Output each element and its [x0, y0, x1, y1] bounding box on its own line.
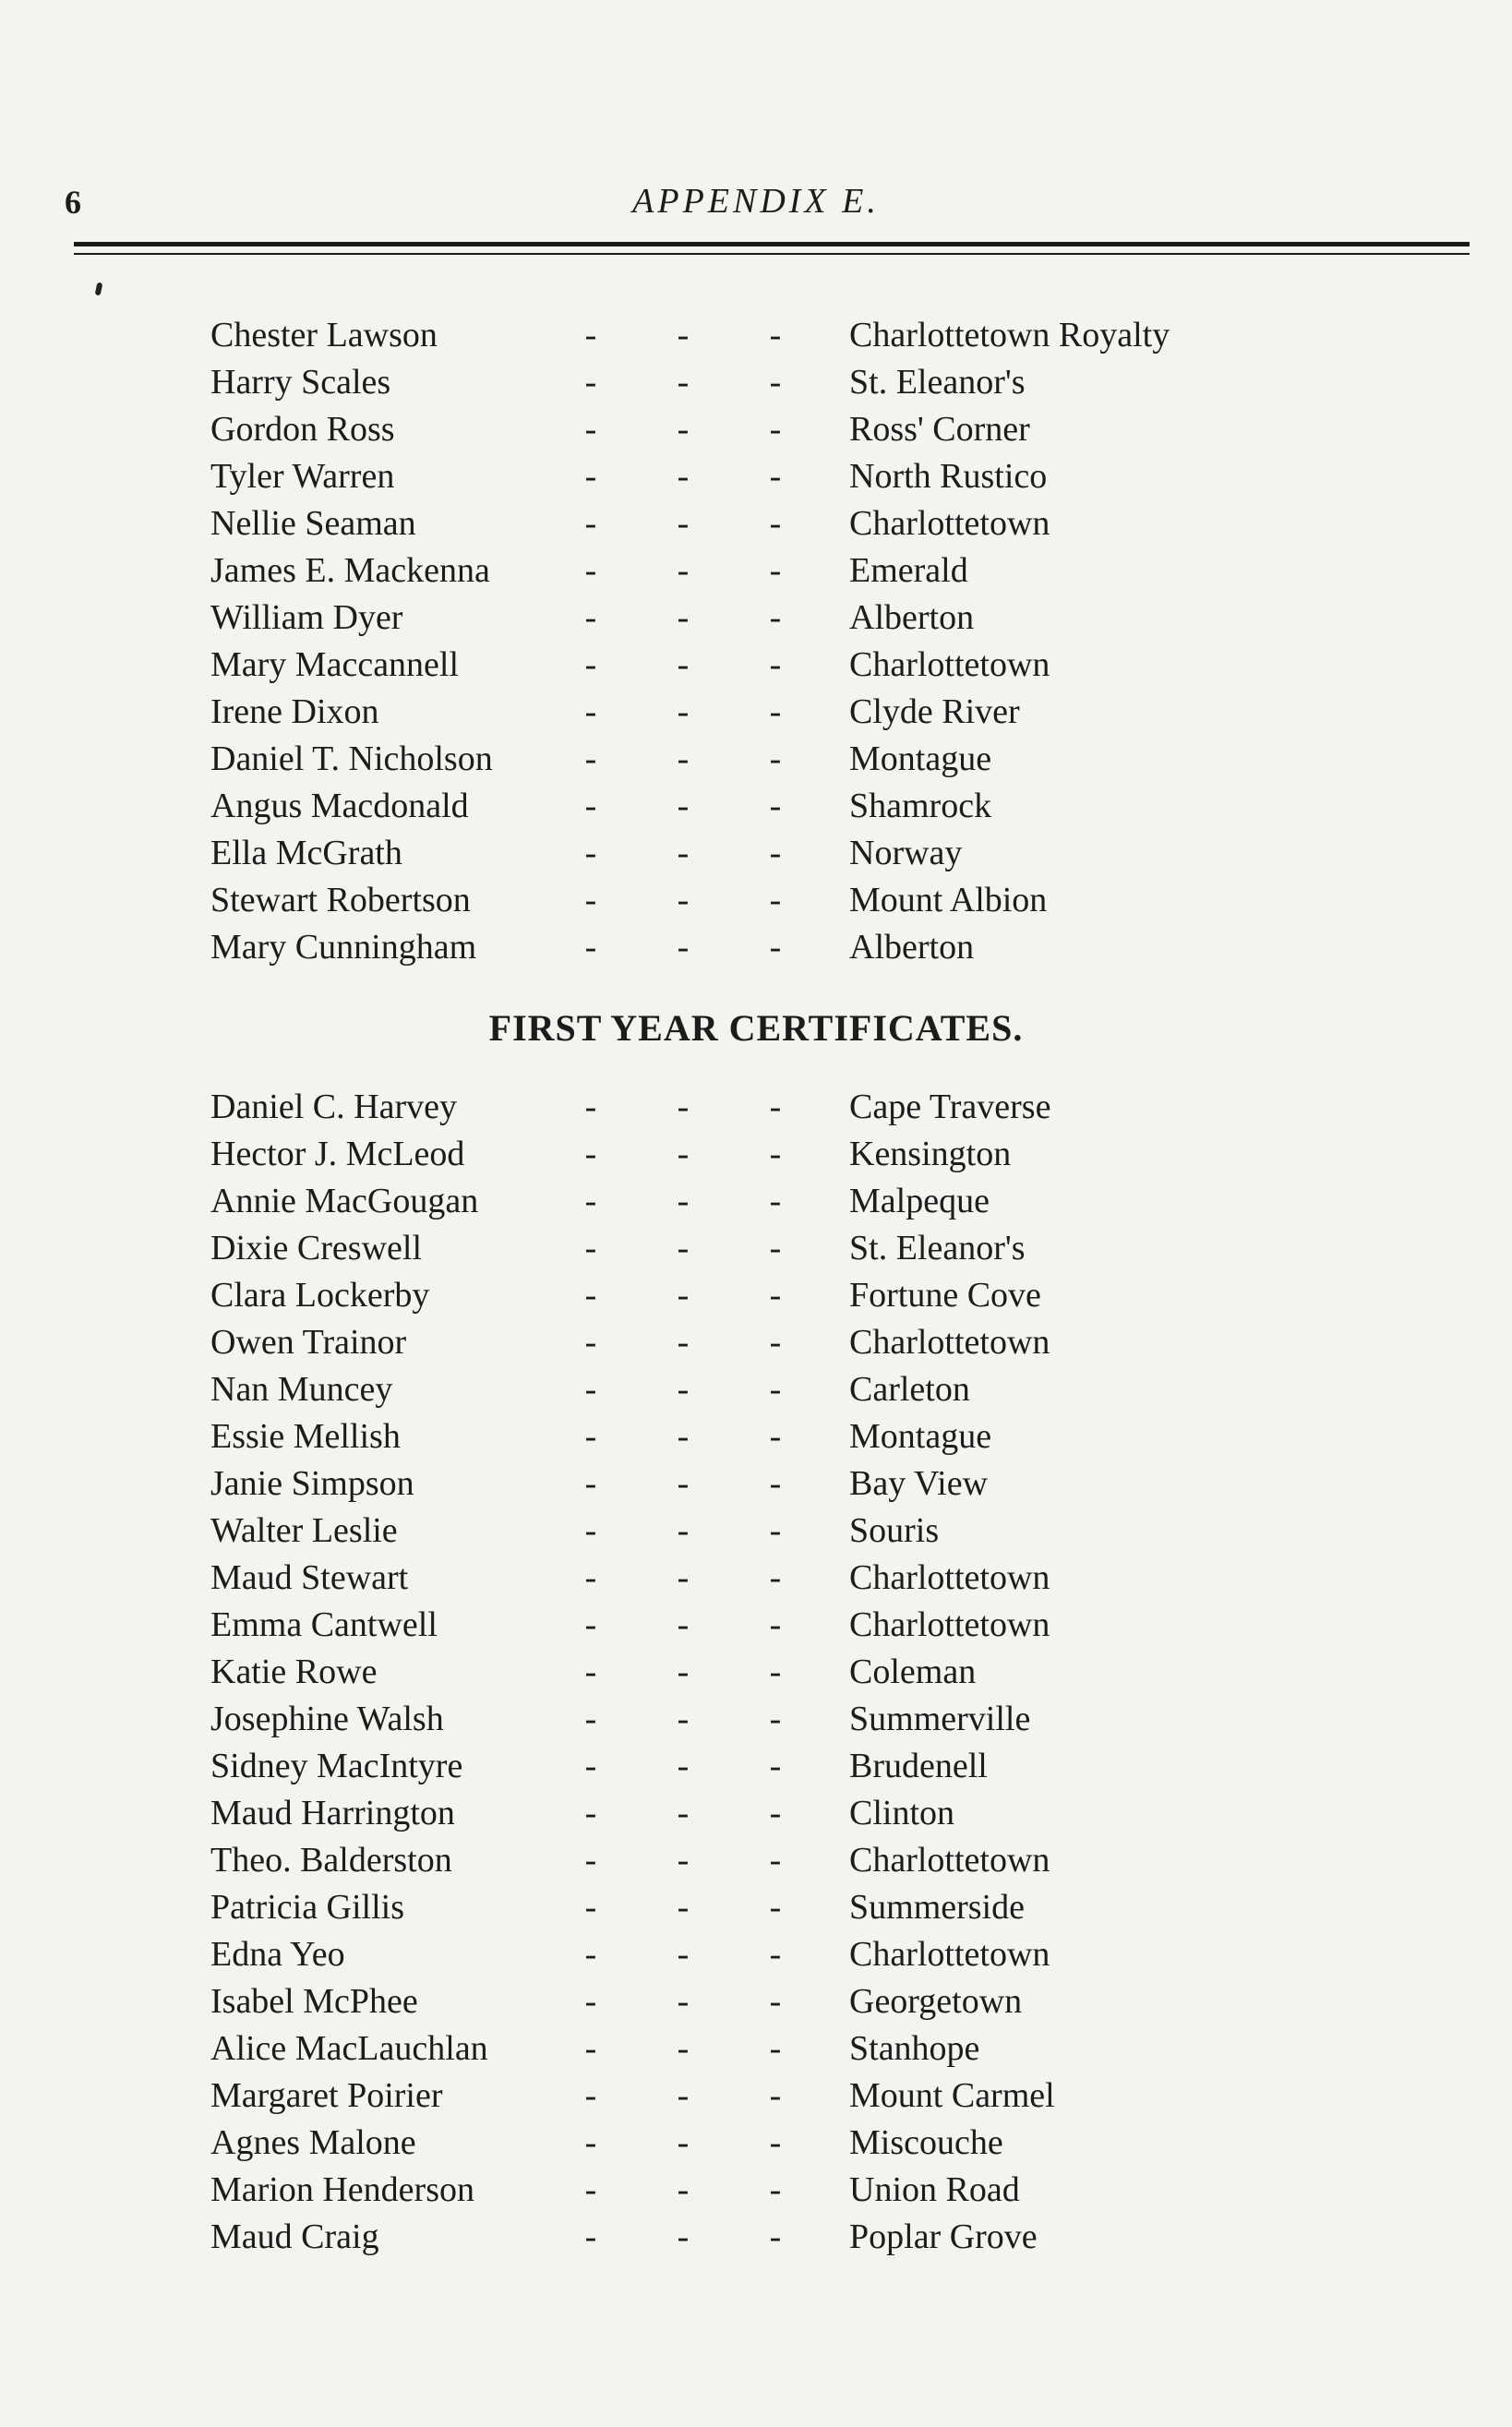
person-name: Maud Craig: [210, 2217, 379, 2256]
person-name: Isabel McPhee: [210, 1982, 418, 2021]
list-row: [210, 2120, 1272, 2167]
first-year-list: [210, 1084, 1272, 2261]
dash: -: [677, 598, 690, 637]
dash-leader: [572, 1225, 849, 1272]
list-row: [210, 312, 1272, 359]
dash: -: [769, 551, 782, 590]
dash: -: [584, 363, 597, 402]
dash: -: [769, 1229, 782, 1268]
dash-leader: [572, 2120, 849, 2167]
place-name: Norway: [849, 834, 963, 872]
person-name: Hector J. McLeod: [210, 1135, 465, 1173]
person-name: Maud Stewart: [210, 1558, 409, 1597]
dash: -: [677, 1464, 690, 1503]
dash: -: [584, 551, 597, 590]
place-name: Alberton: [849, 598, 975, 637]
place-name: Charlottetown: [849, 645, 1050, 684]
dash: -: [584, 1841, 597, 1880]
dash: -: [769, 1935, 782, 1974]
dash: -: [584, 1747, 597, 1785]
list-row: [210, 359, 1272, 406]
dash: -: [769, 457, 782, 496]
dash: -: [584, 881, 597, 919]
place-name: St. Eleanor's: [849, 363, 1026, 402]
dash-leader: [572, 1366, 849, 1413]
dash: -: [677, 363, 690, 402]
dash: -: [677, 1087, 690, 1126]
dash: -: [584, 1558, 597, 1597]
list-row: [210, 736, 1272, 783]
dash: -: [677, 1888, 690, 1927]
list-row: [210, 1460, 1272, 1508]
person-name: Angus Macdonald: [210, 787, 469, 825]
dash-leader: [572, 1508, 849, 1555]
person-name: Sidney MacIntyre: [210, 1747, 463, 1785]
dash: -: [769, 2029, 782, 2068]
person-name: Alice MacLauchlan: [210, 2029, 488, 2068]
list-row: [210, 1225, 1272, 1272]
dash: -: [584, 834, 597, 872]
dash: -: [584, 1276, 597, 1315]
dash: -: [677, 692, 690, 731]
dash: -: [677, 1135, 690, 1173]
dash: -: [677, 1511, 690, 1550]
dash: -: [677, 1605, 690, 1644]
list-row: [210, 2167, 1272, 2214]
dash: -: [769, 1417, 782, 1456]
dash: -: [769, 1605, 782, 1644]
dash-leader: [572, 1743, 849, 1790]
dash: -: [677, 1370, 690, 1409]
dash: -: [769, 1370, 782, 1409]
dash: -: [769, 1511, 782, 1550]
page-number: 6: [65, 184, 81, 221]
person-name: Gordon Ross: [210, 410, 395, 449]
dash: -: [677, 504, 690, 543]
list-row: [210, 1978, 1272, 2025]
dash: -: [584, 316, 597, 354]
place-name: Georgetown: [849, 1982, 1023, 2021]
dash: -: [769, 410, 782, 449]
person-name: Maud Harrington: [210, 1794, 455, 1832]
dash-leader: [572, 642, 849, 689]
dash: -: [584, 1652, 597, 1691]
place-name: Charlottetown Royalty: [849, 316, 1170, 354]
dash: -: [677, 1558, 690, 1597]
dash: -: [584, 1370, 597, 1409]
place-name: Montague: [849, 1417, 992, 1456]
dash-leader: [572, 2214, 849, 2261]
dash-leader: [572, 2025, 849, 2073]
dash: -: [584, 645, 597, 684]
person-name: Annie MacGougan: [210, 1182, 479, 1220]
dash: -: [769, 504, 782, 543]
dash: -: [769, 1182, 782, 1220]
dash: -: [769, 2170, 782, 2209]
person-name: Ella McGrath: [210, 834, 402, 872]
place-name: Brudenell: [849, 1747, 988, 1785]
list-row: [210, 1555, 1272, 1602]
person-name: Nellie Seaman: [210, 504, 416, 543]
list-row: [210, 1413, 1272, 1460]
dash: -: [769, 834, 782, 872]
list-row: [210, 877, 1272, 924]
dash: -: [584, 739, 597, 778]
dash: -: [584, 1182, 597, 1220]
list-row: [210, 453, 1272, 500]
dash-leader: [572, 1649, 849, 1696]
place-name: Stanhope: [849, 2029, 980, 2068]
list-row: [210, 1696, 1272, 1743]
place-name: Souris: [849, 1511, 940, 1550]
dash-leader: [572, 406, 849, 453]
list-row: [210, 547, 1272, 595]
dash: -: [677, 1417, 690, 1456]
dash: -: [677, 1182, 690, 1220]
place-name: Miscouche: [849, 2123, 1003, 2162]
dash: -: [769, 316, 782, 354]
section-heading: FIRST YEAR CERTIFICATES.: [488, 1007, 1024, 1049]
dash: -: [677, 2123, 690, 2162]
dash: -: [584, 2029, 597, 2068]
dash-leader: [572, 783, 849, 830]
dash-leader: [572, 1319, 849, 1366]
dash: -: [677, 410, 690, 449]
list-row: [210, 1178, 1272, 1225]
dash: -: [584, 1794, 597, 1832]
list-row: [210, 783, 1272, 830]
dash: -: [677, 645, 690, 684]
dash-leader: [572, 1460, 849, 1508]
place-name: Summerville: [849, 1700, 1031, 1738]
person-name: Daniel T. Nicholson: [210, 739, 493, 778]
dash: -: [677, 1747, 690, 1785]
person-name: Essie Mellish: [210, 1417, 401, 1456]
dash: -: [677, 1841, 690, 1880]
running-title: APPENDIX E.: [632, 182, 880, 221]
place-name: Malpeque: [849, 1182, 990, 1220]
dash: -: [584, 1935, 597, 1974]
dash: -: [584, 598, 597, 637]
list-row: [210, 1319, 1272, 1366]
dash-leader: [572, 1884, 849, 1931]
dash: -: [584, 928, 597, 967]
dash: -: [584, 1464, 597, 1503]
dash: -: [677, 457, 690, 496]
person-name: William Dyer: [210, 598, 403, 637]
dash: -: [677, 1323, 690, 1362]
dash: -: [769, 1652, 782, 1691]
dash: -: [584, 2123, 597, 2162]
top-list: [210, 312, 1272, 971]
list-row: [210, 1884, 1272, 1931]
dash-leader: [572, 359, 849, 406]
place-name: St. Eleanor's: [849, 1229, 1026, 1268]
list-row: [210, 1131, 1272, 1178]
dash-leader: [572, 736, 849, 783]
list-row: [210, 1084, 1272, 1131]
dash: -: [584, 1323, 597, 1362]
dash: -: [769, 1135, 782, 1173]
person-name: Dixie Creswell: [210, 1229, 423, 1268]
list-row: [210, 830, 1272, 877]
person-name: Chester Lawson: [210, 316, 438, 354]
dash: -: [677, 928, 690, 967]
dash: -: [769, 739, 782, 778]
dash-leader: [572, 1555, 849, 1602]
dash: -: [769, 2123, 782, 2162]
dash: -: [584, 504, 597, 543]
list-row: [210, 1743, 1272, 1790]
person-name: Mary Cunningham: [210, 928, 477, 967]
dash: -: [584, 1511, 597, 1550]
list-row: [210, 1602, 1272, 1649]
place-name: Kensington: [849, 1135, 1012, 1173]
person-name: Marion Henderson: [210, 2170, 474, 2209]
dash: -: [584, 1700, 597, 1738]
person-name: Katie Rowe: [210, 1652, 378, 1691]
place-name: Summerside: [849, 1888, 1025, 1927]
dash: -: [677, 834, 690, 872]
dash: -: [677, 1982, 690, 2021]
dash: -: [584, 692, 597, 731]
dash: -: [677, 787, 690, 825]
place-name: Charlottetown: [849, 1323, 1050, 1362]
dash: -: [769, 1888, 782, 1927]
dash-leader: [572, 500, 849, 547]
dash: -: [677, 2170, 690, 2209]
dash: -: [584, 1888, 597, 1927]
place-name: Coleman: [849, 1652, 977, 1691]
list-row: [210, 689, 1272, 736]
person-name: Tyler Warren: [210, 457, 395, 496]
place-name: Charlottetown: [849, 504, 1050, 543]
stray-ink-mark: [95, 282, 103, 296]
list-row: [210, 2025, 1272, 2073]
list-row: [210, 1931, 1272, 1978]
dash-leader: [572, 1178, 849, 1225]
place-name: North Rustico: [849, 457, 1048, 496]
place-name: Clinton: [849, 1794, 955, 1832]
dash: -: [584, 1982, 597, 2021]
person-name: Daniel C. Harvey: [210, 1087, 457, 1126]
dash: -: [769, 1747, 782, 1785]
person-name: Emma Cantwell: [210, 1605, 438, 1644]
list-row: [210, 1272, 1272, 1319]
person-name: Stewart Robertson: [210, 881, 471, 919]
dash-leader: [572, 1837, 849, 1884]
dash: -: [677, 2076, 690, 2115]
dash-leader: [572, 453, 849, 500]
dash: -: [584, 1087, 597, 1126]
person-name: Walter Leslie: [210, 1511, 398, 1550]
dash: -: [769, 2217, 782, 2256]
dash: -: [677, 1935, 690, 1974]
place-name: Clyde River: [849, 692, 1020, 731]
dash: -: [769, 787, 782, 825]
person-name: Clara Lockerby: [210, 1276, 430, 1315]
dash: -: [584, 787, 597, 825]
dash-leader: [572, 924, 849, 971]
person-name: Owen Trainor: [210, 1323, 407, 1362]
person-name: Agnes Malone: [210, 2123, 416, 2162]
dash: -: [677, 2029, 690, 2068]
dash-leader: [572, 689, 849, 736]
list-row: [210, 1366, 1272, 1413]
dash-leader: [572, 1272, 849, 1319]
place-name: Emerald: [849, 551, 968, 590]
dash: -: [769, 363, 782, 402]
list-row: [210, 2073, 1272, 2120]
place-name: Mount Albion: [849, 881, 1048, 919]
dash-leader: [572, 877, 849, 924]
dash: -: [769, 645, 782, 684]
place-name: Poplar Grove: [849, 2217, 1038, 2256]
place-name: Bay View: [849, 1464, 989, 1503]
dash: -: [584, 1605, 597, 1644]
place-name: Charlottetown: [849, 1935, 1050, 1974]
dash: -: [677, 551, 690, 590]
place-name: Union Road: [849, 2170, 1020, 2209]
dash: -: [677, 1700, 690, 1738]
list-row: [210, 924, 1272, 971]
dash: -: [677, 1652, 690, 1691]
place-name: Charlottetown: [849, 1558, 1050, 1597]
dash-leader: [572, 1413, 849, 1460]
dash-leader: [572, 1131, 849, 1178]
dash: -: [584, 2217, 597, 2256]
dash: -: [584, 1229, 597, 1268]
place-name: Shamrock: [849, 787, 992, 825]
dash: -: [677, 316, 690, 354]
dash-leader: [572, 2167, 849, 2214]
place-name: Ross' Corner: [849, 410, 1030, 449]
person-name: Nan Muncey: [210, 1370, 393, 1409]
dash: -: [769, 1982, 782, 2021]
list-row: [210, 1790, 1272, 1837]
dash-leader: [572, 312, 849, 359]
dash: -: [584, 1135, 597, 1173]
dash: -: [769, 928, 782, 967]
dash: -: [769, 1558, 782, 1597]
place-name: Alberton: [849, 928, 975, 967]
dash: -: [769, 1323, 782, 1362]
dash: -: [584, 457, 597, 496]
dash: -: [677, 1794, 690, 1832]
person-name: Theo. Balderston: [210, 1841, 452, 1880]
dash: -: [769, 1841, 782, 1880]
place-name: Charlottetown: [849, 1605, 1050, 1644]
person-name: Janie Simpson: [210, 1464, 414, 1503]
person-name: Patricia Gillis: [210, 1888, 405, 1927]
person-name: Harry Scales: [210, 363, 391, 402]
place-name: Cape Traverse: [849, 1087, 1051, 1126]
dash-leader: [572, 1931, 849, 1978]
list-row: [210, 406, 1272, 453]
dash: -: [769, 2076, 782, 2115]
place-name: Mount Carmel: [849, 2076, 1055, 2115]
dash: -: [677, 1276, 690, 1315]
dash-leader: [572, 830, 849, 877]
list-row: [210, 2214, 1272, 2261]
header-rule-thin: [74, 253, 1470, 255]
dash-leader: [572, 1084, 849, 1131]
dash-leader: [572, 1978, 849, 2025]
dash-leader: [572, 595, 849, 642]
dash: -: [769, 1700, 782, 1738]
place-name: Charlottetown: [849, 1841, 1050, 1880]
list-row: [210, 642, 1272, 689]
dash: -: [769, 598, 782, 637]
dash: -: [769, 1276, 782, 1315]
dash-leader: [572, 547, 849, 595]
dash: -: [769, 692, 782, 731]
dash-leader: [572, 2073, 849, 2120]
list-row: [210, 1508, 1272, 1555]
place-name: Fortune Cove: [849, 1276, 1041, 1315]
header-rule-thick: [74, 242, 1470, 246]
place-name: Montague: [849, 739, 992, 778]
list-row: [210, 1837, 1272, 1884]
list-row: [210, 595, 1272, 642]
person-name: James E. Mackenna: [210, 551, 490, 590]
dash: -: [677, 1229, 690, 1268]
person-name: Edna Yeo: [210, 1935, 345, 1974]
dash: -: [677, 739, 690, 778]
dash: -: [584, 2170, 597, 2209]
dash: -: [584, 410, 597, 449]
person-name: Josephine Walsh: [210, 1700, 444, 1738]
dash: -: [584, 2076, 597, 2115]
person-name: Mary Maccannell: [210, 645, 460, 684]
dash: -: [769, 1087, 782, 1126]
dash: -: [584, 1417, 597, 1456]
person-name: Margaret Poirier: [210, 2076, 443, 2115]
dash: -: [769, 881, 782, 919]
dash-leader: [572, 1790, 849, 1837]
person-name: Irene Dixon: [210, 692, 379, 731]
place-name: Carleton: [849, 1370, 970, 1409]
dash: -: [677, 881, 690, 919]
dash: -: [769, 1464, 782, 1503]
list-row: [210, 500, 1272, 547]
list-row: [210, 1649, 1272, 1696]
dash-leader: [572, 1696, 849, 1743]
dash-leader: [572, 1602, 849, 1649]
dash: -: [677, 2217, 690, 2256]
dash: -: [769, 1794, 782, 1832]
